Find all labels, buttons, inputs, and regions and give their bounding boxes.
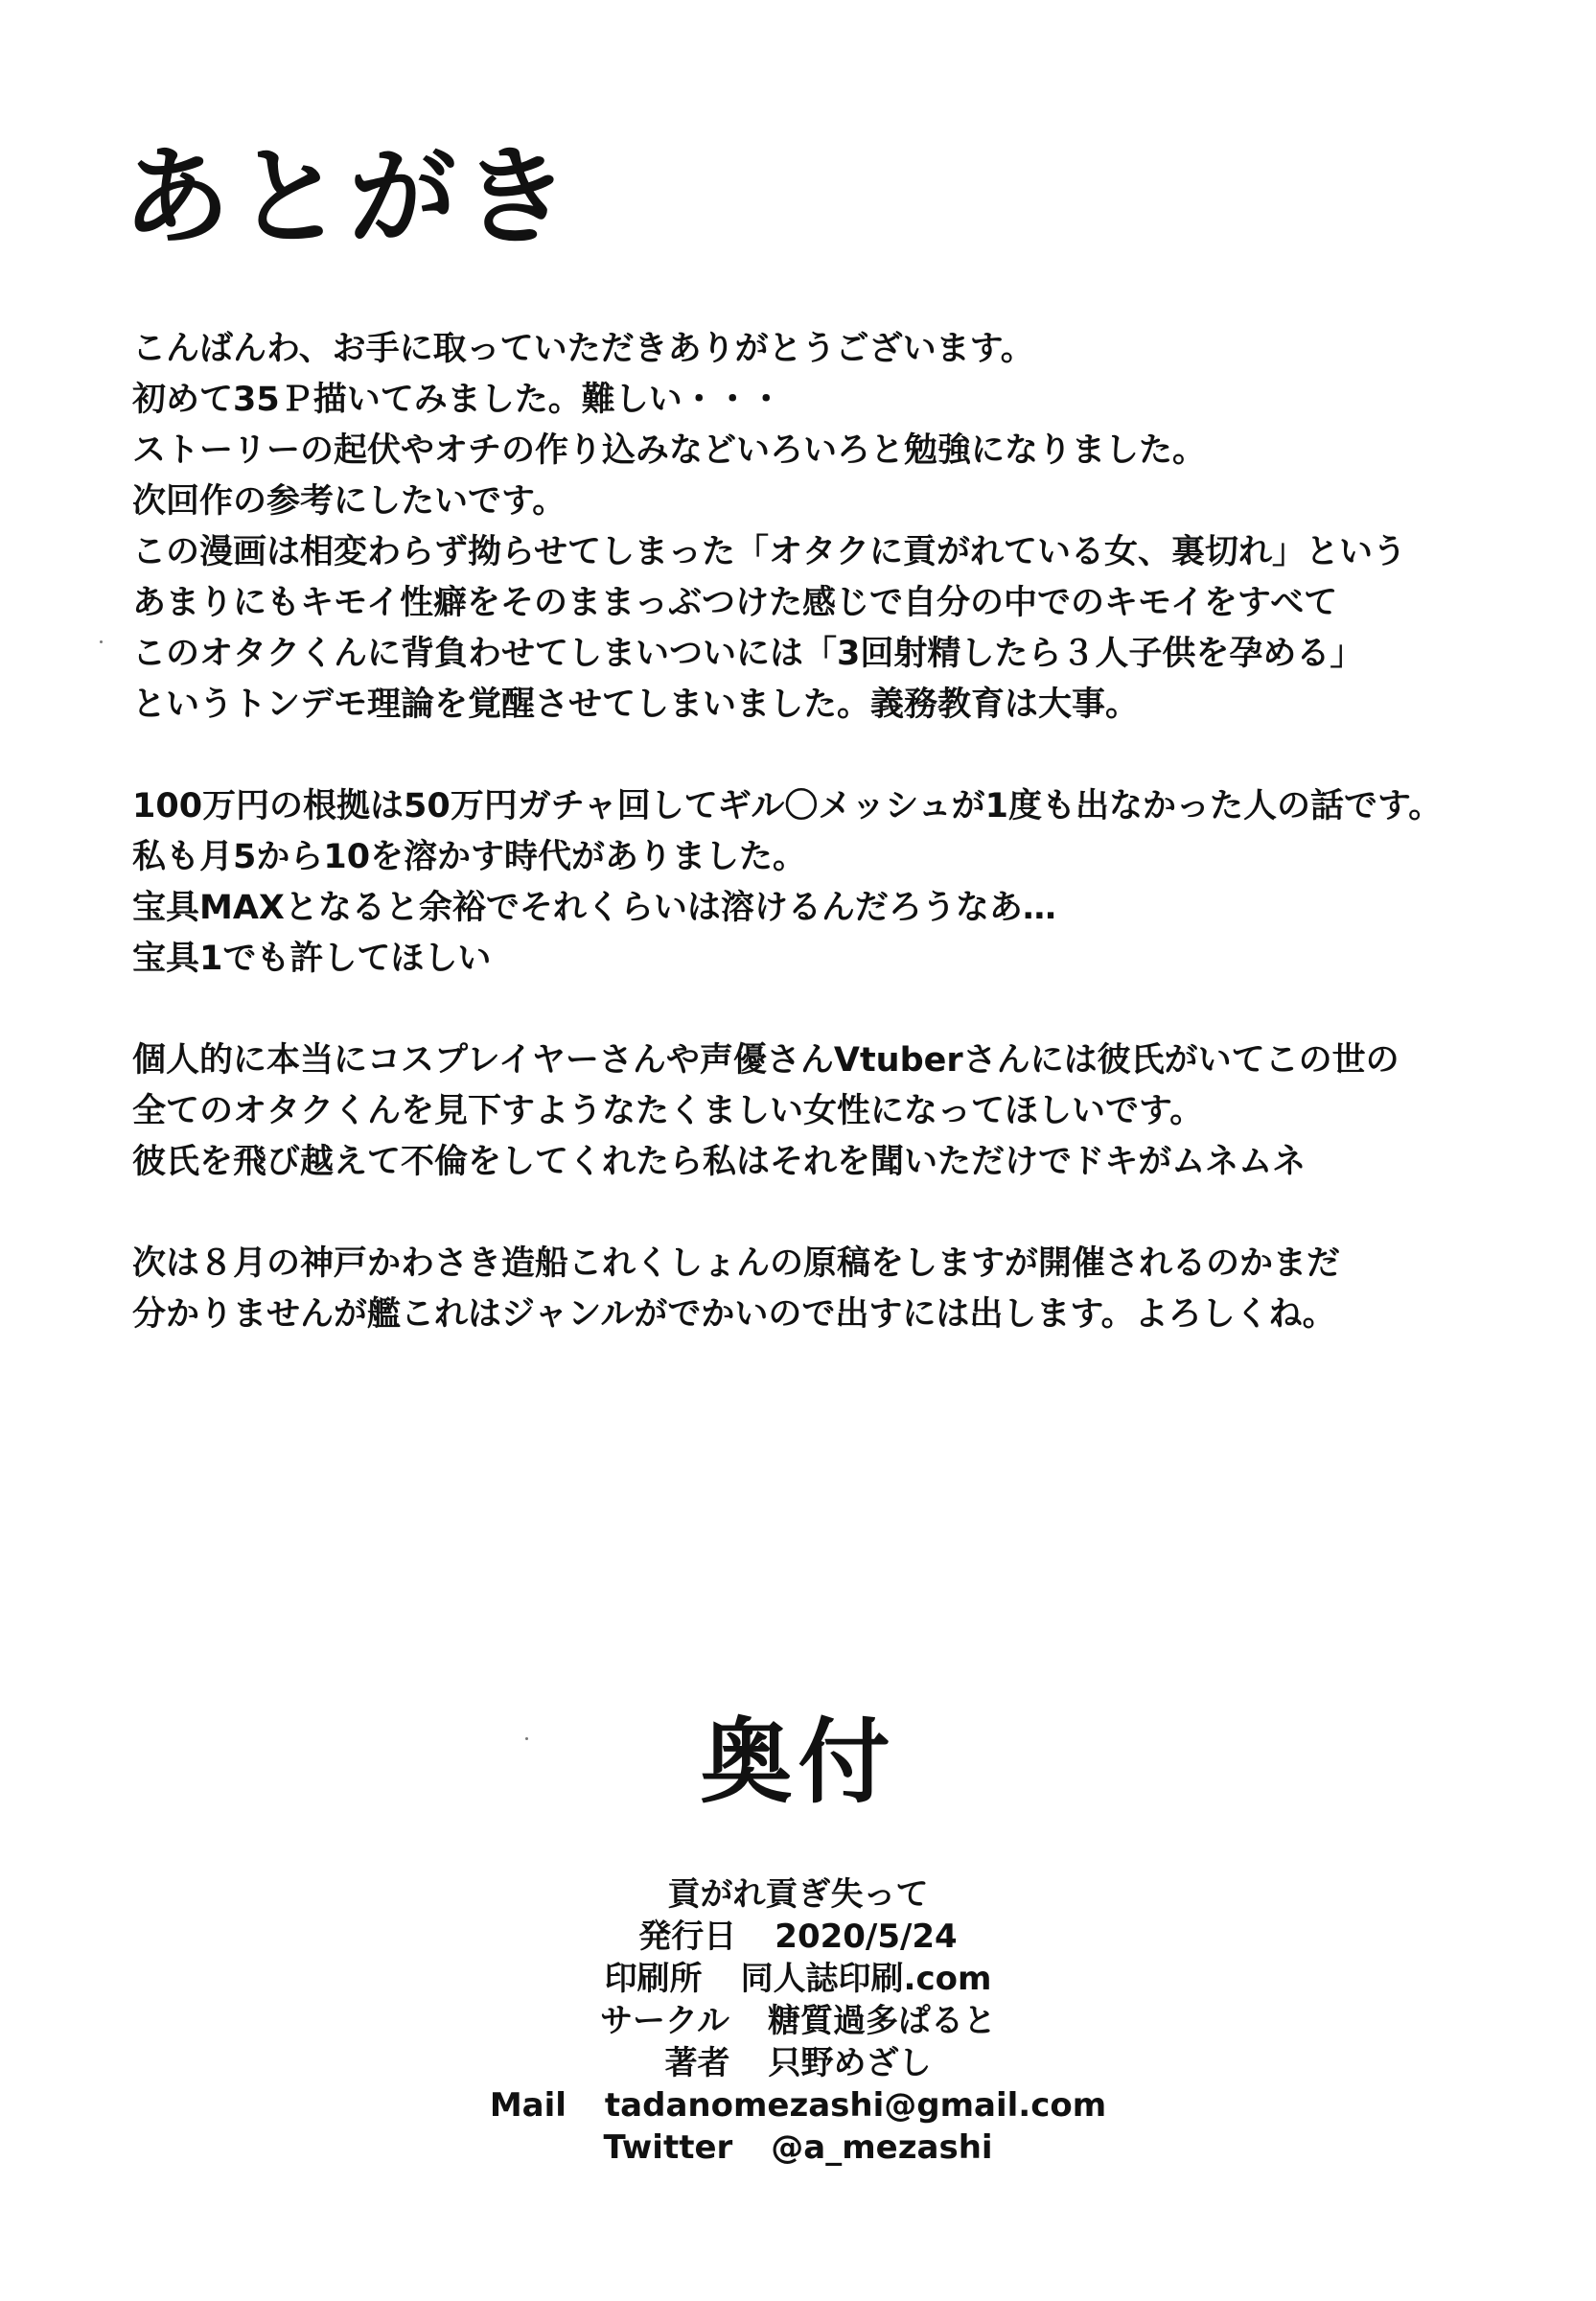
colophon-value: 只野めざし (768, 2044, 932, 2082)
afterword-line: このオタクくんに背負わせてしまいついには「3回射精したら３人子供を孕める」 (132, 635, 1364, 673)
afterword-line: この漫画は相変わらず拗らせてしまった「オタクに貢がれている女、裏切れ」という (132, 533, 1406, 571)
colophon-label: 発行日 (638, 1918, 737, 1956)
colophon-row-mail (0, 2084, 1596, 2127)
colophon-label: サークル (600, 2002, 729, 2040)
afterword-title: あとがき (123, 134, 575, 260)
afterword-line: 次は８月の神戸かわさき造船これくしょんの原稿をしますが開催されるのかまだ (132, 1244, 1341, 1283)
afterword-paragraph (132, 324, 1570, 731)
colophon-value: @a_mezashi (771, 2128, 993, 2167)
afterword-line: 宝具1でも許してほしい (132, 940, 492, 978)
afterword-line: 次回作の参考にしたいです。 (132, 482, 567, 521)
colophon-value: 糖質過多ぱると (767, 2002, 996, 2040)
colophon-value: tadanomezashi@gmail.com (604, 2086, 1107, 2125)
scan-speck (525, 1737, 528, 1740)
afterword-line: 全てのオタクくんを見下すようなたくましい女性になってほしいです。 (132, 1092, 1204, 1130)
afterword-line: というトンデモ理論を覚醒させてしまいました。義務教育は大事。 (132, 686, 1140, 724)
afterword-paragraph (132, 1035, 1570, 1188)
colophon-title: 奥付 (700, 1708, 896, 1816)
colophon-row-printer (0, 1958, 1596, 2000)
colophon-label: Twitter (603, 2128, 733, 2167)
afterword-line: 100万円の根拠は50万円ガチャ回してギル〇メッシュが1度も出なかった人の話です。 (132, 787, 1443, 825)
colophon (0, 1873, 1596, 2169)
colophon-label: 印刷所 (604, 1960, 703, 1998)
afterword-line: 初めて35Ｐ描いてみました。難しい・・・ (132, 381, 783, 419)
afterword-line: こんばんわ、お手に取っていただきありがとうございます。 (132, 330, 1034, 368)
afterword-line: 分かりませんが艦これはジャンルがでかいので出すには出します。よろしくね。 (132, 1295, 1336, 1334)
colophon-row-twitter (0, 2127, 1596, 2169)
afterword-body (132, 324, 1570, 1340)
colophon-value: 同人誌印刷.com (740, 1960, 992, 1998)
colophon-row-author (0, 2042, 1596, 2084)
afterword-paragraph (132, 781, 1570, 985)
afterword-line: 彼氏を飛び越えて不倫をしてくれたら私はそれを聞いただけでドキがムネムネ (132, 1143, 1307, 1181)
afterword-line: 私も月5から10を溶かす時代がありました。 (132, 838, 807, 876)
colophon-label: 著者 (664, 2044, 730, 2082)
afterword-paragraph (132, 1239, 1570, 1340)
afterword-line: あまりにもキモイ性癖をそのままっぶつけた感じで自分の中でのキモイをすべて (132, 584, 1338, 622)
afterword-line: 宝具MAXとなると余裕でそれくらいは溶けるんだろうなあ… (132, 889, 1056, 927)
scan-speck (100, 640, 103, 643)
colophon-row-publish-date (0, 1916, 1596, 1958)
colophon-label: Mail (489, 2086, 567, 2125)
colophon-row-circle (0, 2000, 1596, 2042)
colophon-book-title: 貢がれ貢ぎ失って (667, 1875, 929, 1914)
afterword-line: 個人的に本当にコスプレイヤーさんや声優さんVtuberさんには彼氏がいてこの世の (132, 1041, 1399, 1080)
afterword-line: ストーリーの起伏やオチの作り込みなどいろいろと勉強になりました。 (132, 431, 1207, 470)
colophon-value: 2020/5/24 (775, 1918, 958, 1956)
